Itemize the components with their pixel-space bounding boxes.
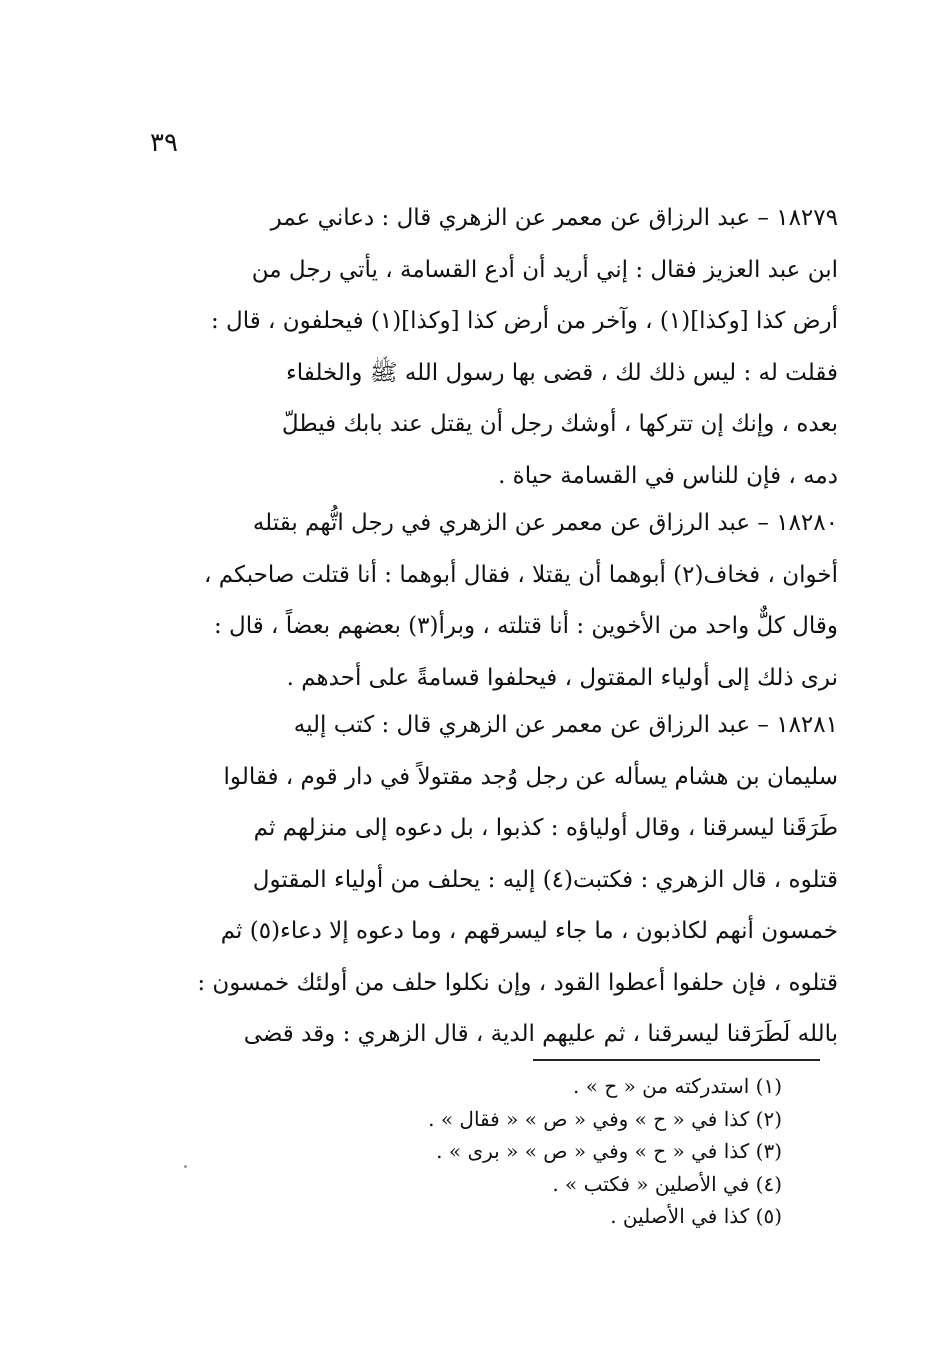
footnote-2: (٢) كذا في « ح » وفي « ص » « فقال » . [428, 1106, 782, 1131]
hadith-paragraph-18281 [150, 700, 838, 1061]
footnote-3: (٣) كذا في « ح » وفي « ص » « برى » . [436, 1139, 782, 1163]
footnote-4: (٤) في الأصلين « فكتب » . [552, 1171, 782, 1196]
text-line: وقال كلٌّ واحد من الأخوين : أنا قتلته ، وبرأ(٣) بعضهم بعضاً ، قال : [213, 613, 838, 639]
text-line: أخوان ، فخاف(٢) أبوهما أن يقتلا ، فقال أبوهما : أنا قتلت صاحبكم ، [203, 561, 838, 588]
page-number: ٣٩ [150, 128, 178, 158]
text-line: ١٨٢٨٠ – عبد الرزاق عن معمر عن الزهري في رجل اتُّهم بقتله [252, 510, 838, 536]
text-line: طَرَقَنا ليسرقنا ، وقال أولياؤه : كذبوا ، بل دعوه إلى منزلهم ثم [253, 815, 838, 841]
text-line: بالله لَطَرَقنا ليسرقنا ، ثم عليهم الدية ، قال الزهري : وقد قضى [243, 1021, 838, 1047]
text-line: ١٨٢٧٩ – عبد الرزاق عن معمر عن الزهري قال : دعاني عمر [270, 205, 838, 231]
text-line: قتلوه ، فإن حلفوا أعطوا القود ، وإن نكلوا حلف من أولئك خمسون : [197, 969, 838, 996]
text-line: بعده ، وإنك إن تتركها ، أوشك رجل أن يقتل عند بابك فيطلّ [281, 411, 838, 437]
footnotes [428, 1070, 782, 1233]
text-line: خمسون أنهم لكاذبون ، ما جاء ليسرقهم ، وما دعوه إلا دعاء(٥) ثم [220, 918, 838, 944]
text-line: أرض كذا [وكذا](١) ، وآخر من أرض كذا [وكذا](١) فيحلفون ، قال : [210, 308, 838, 334]
text-line: دمه ، فإن للناس في القسامة حياة . [498, 462, 838, 489]
text-line: قتلوه ، قال الزهري : فكتبت(٤) إليه : يحلف من أولياء المقتول [252, 866, 838, 893]
footnote-5: (٥) كذا في الأصلين . [610, 1204, 782, 1228]
footnote-1: (١) استدركته من « ح » . [573, 1074, 782, 1098]
hadith-paragraph-18280 [150, 498, 838, 704]
text-line: ابن عبد العزيز فقال : إني أريد أن أدع القسامة ، يأتي رجل من [251, 256, 838, 283]
text-line: ١٨٢٨١ – عبد الرزاق عن معمر عن الزهري قال : كتب إليه [293, 712, 838, 738]
text-line: نرى ذلك إلى أولياء المقتول ، فيحلفوا قسامةً على أحدهم . [286, 664, 838, 691]
text-line: سليمان بن هشام يسأله عن رجل وُجد مقتولاً في دار قوم ، فقالوا [223, 763, 838, 790]
hadith-paragraph-18279 [150, 193, 838, 502]
footnote-divider [533, 1059, 820, 1061]
scan-speck [184, 1165, 187, 1168]
text-line: فقلت له : ليس ذلك لك ، قضى بها رسول الله ﷺ والخلفاء [285, 359, 838, 386]
